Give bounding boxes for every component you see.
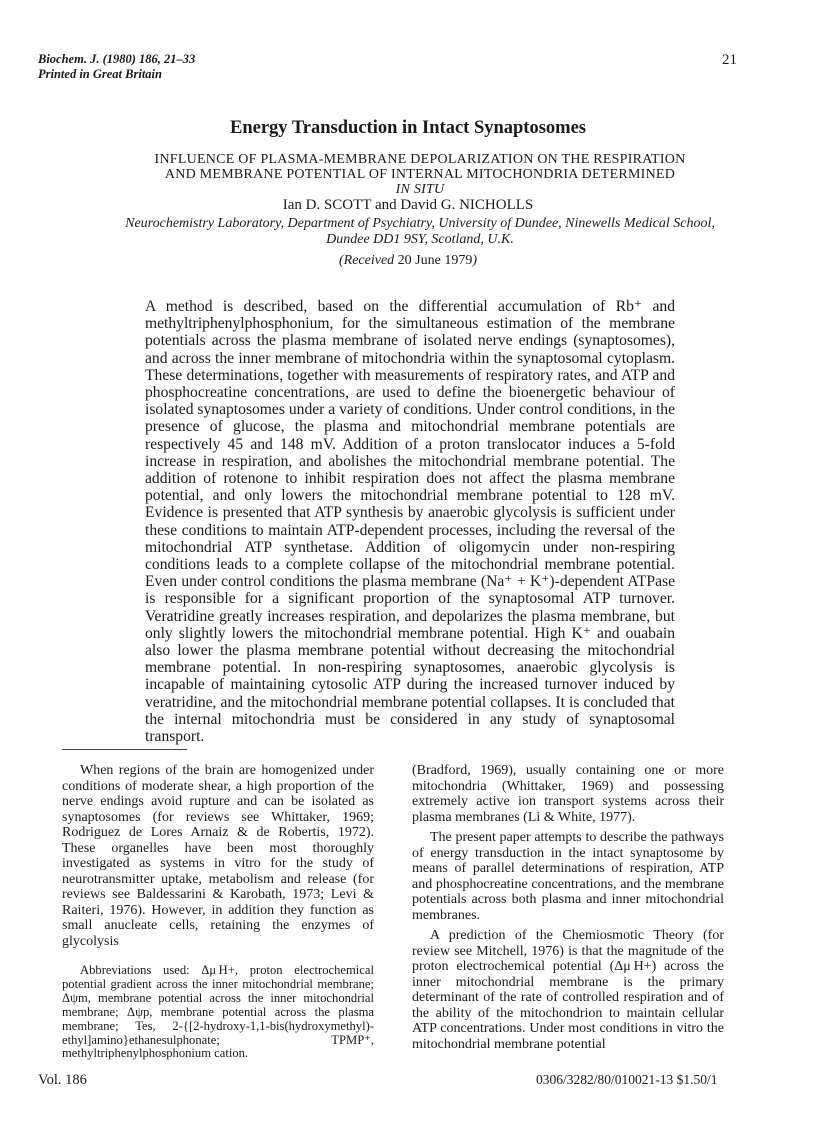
printed-in: Printed in Great Britain bbox=[38, 67, 162, 81]
abbreviations-footnote: Abbreviations used: Δμ H+, proton electrochemical potential gradient across the inner mitochondrial membrane; Δψm, membrane potential across the inner mitochondrial membrane; Δψp, membrane potential across the plasma membrane; Tes, 2-{[2-hydroxy-1,1-bis(hydroxymethyl)-ethyl]amino}ethanesulphonate; TPMP⁺, methyltriphenylphosphonium cation. bbox=[62, 963, 374, 1061]
body-column-left bbox=[62, 763, 374, 949]
body-paragraph: When regions of the brain are homogenized under conditions of moderate shear, a high proportion of the nerve endings avoid rupture and can be isolated as synaptosomes (for reviews see Whittaker, 1969; Rodriguez de Lores Arnaiz & de Robertis, 1972). These organelles have been most thoroughly investigated as systems in vitro for the study of neurotransmitter uptake, metabolism and release (for reviews see Baldessarini & Karobath, 1973; Levi & Raiteri, 1976). However, in addition they function as small anucleate cells, retaining the enzymes of glycolysis bbox=[62, 763, 374, 949]
journal-citation: Biochem. J. (1980) 186, 21–33 bbox=[38, 52, 196, 66]
body-paragraph: A prediction of the Chemiosmotic Theory (for review see Mitchell, 1976) is that the magnitude of the proton electrochemical potential (Δμ H+) across the inner mitochondrial membrane is the primary determinant of the rate of controlled respiration and of the ability of the mitochondrion to maintain cellular ATP concentrations. Under most conditions in vitro the mitochondrial membrane potential bbox=[412, 928, 724, 1052]
subtitle-text: INFLUENCE OF PLASMA-MEMBRANE DEPOLARIZATION ON THE RESPIRATION AND MEMBRANE POTENTIAL OF INTERNAL MITOCHONDRIA DETERMINED bbox=[154, 152, 686, 182]
authors: Ian D. SCOTT and David G. NICHOLLS bbox=[282, 197, 534, 213]
affiliation: Neurochemistry Laboratory, Department of Psychiatry, University of Dundee, Ninewells Medical School, Dundee DD1 9SY, Scotland, U.K. bbox=[125, 216, 715, 247]
page-number: 21 bbox=[722, 52, 737, 68]
abstract: A method is described, based on the differential accumulation of Rb⁺ and methyltriphenylphosphonium, for the simultaneous estimation of the membrane potentials across the plasma membrane of isolated nerve endings (synaptosomes), and across the inner membrane of mitochondria within the synaptosomal cytoplasm. These determinations, together with measurements of respiratory rates, and ATP and phosphocreatine concentrations, are used to define the bioenergetic behaviour of isolated synaptosomes under a variety of conditions. Under control conditions, in the presence of glucose, the plasma and mitochondrial membrane potentials are respectively 45 and 148 mV. Addition of a proton translocator induces a 5-fold increase in respiration, and abolishes the mitochondrial membrane potential. The addition of rotenone to inhibit respiration does not affect the plasma membrane potential, and only lowers the mitochondrial membrane potential to 128 mV. Evidence is presented that ATP synthesis by anaerobic glycolysis is sufficient under these conditions to maintain ATP-dependent processes, including the reversal of the mitochondrial ATP synthetase. Addition of oligomycin under non-respiring conditions leads to a complete collapse of the mitochondrial membrane potential. Even under control conditions the plasma membrane (Na⁺ + K⁺)-dependent ATPase is responsible for a significant proportion of the synaptosomal ATP turnover. Veratridine greatly increases respiration, and depolarizes the plasma membrane, but only slightly lowers the mitochondrial membrane potential. High K⁺ and ouabain also lower the plasma membrane potential without decreasing the mitochondrial membrane potential. In non-respiring synaptosomes, anaerobic glycolysis is incapable of maintaining cytosolic ATP during the increased turnover induced by veratridine, and the mitochondrial membrane potential collapses. It is concluded that the internal mitochondria must be considered in any study of synaptosomal transport. bbox=[145, 298, 675, 746]
article-code-footer: 0306/3282/80/010021-13 $1.50/1 bbox=[536, 1072, 718, 1087]
journal-header bbox=[38, 52, 195, 82]
body-column-right bbox=[412, 763, 724, 1052]
article-title: Energy Transduction in Intact Synaptosomes bbox=[229, 118, 586, 138]
body-paragraph: The present paper attempts to describe the pathways of energy transduction in the intact synaptosome by means of parallel determinations of respiration, ATP and phosphocreatine concentrations, and the membrane potentials across both plasma and inner mitochondrial membranes. bbox=[412, 830, 724, 923]
received-label: Received bbox=[343, 253, 395, 268]
volume-footer: Vol. 186 bbox=[38, 1072, 87, 1088]
subtitle-in-situ: IN SITU bbox=[395, 182, 445, 197]
received-date-value: 20 June 1979 bbox=[397, 253, 473, 268]
footnote-divider bbox=[62, 749, 187, 750]
received-date: (Received 20 June 1979) bbox=[338, 253, 478, 268]
body-paragraph: (Bradford, 1969), usually containing one or more mitochondria (Whittaker, 1969) and possessing extremely active ion transport systems across their plasma membranes (Li & White, 1977). bbox=[412, 763, 724, 825]
article-subtitle bbox=[150, 152, 690, 197]
